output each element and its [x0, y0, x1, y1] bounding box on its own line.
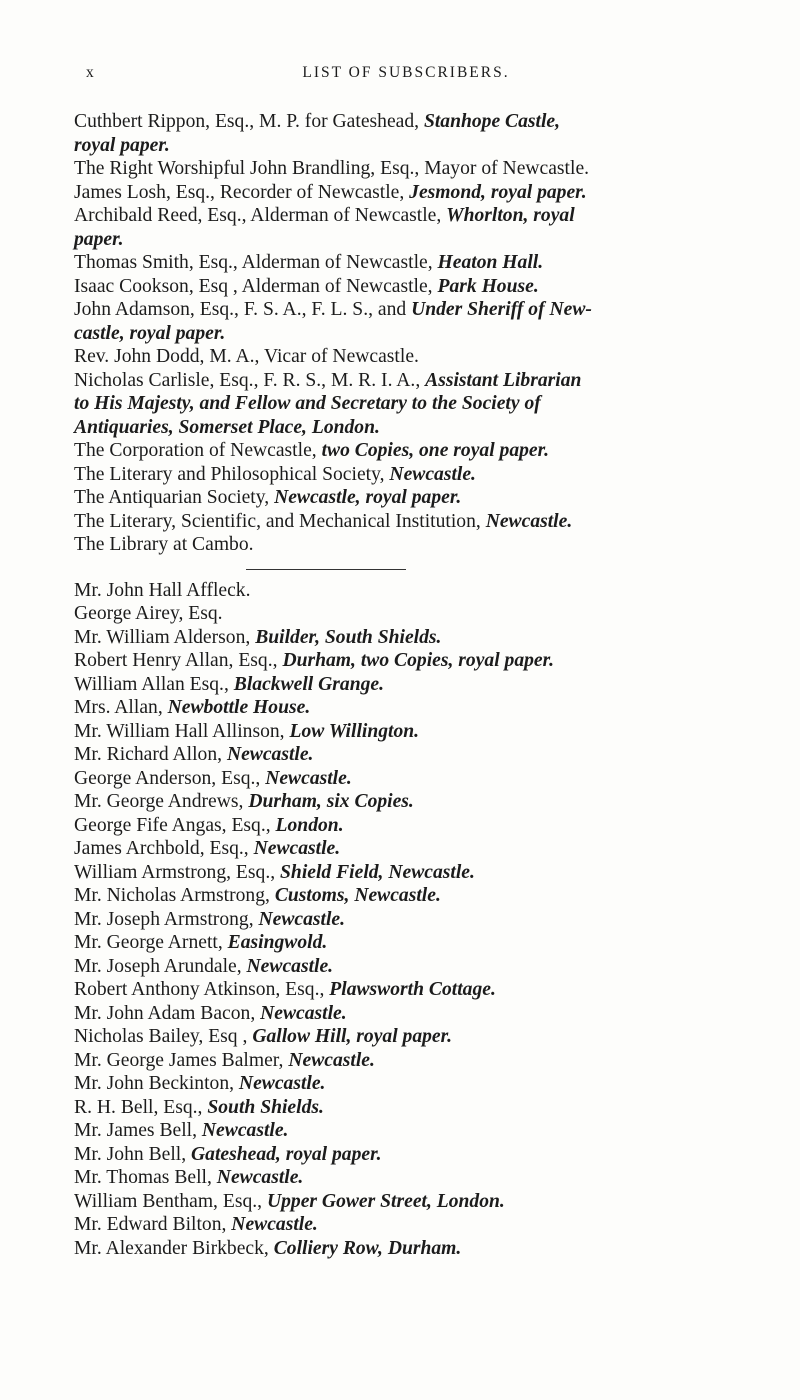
entry-italic-text: Newbottle House.: [167, 697, 311, 718]
subscriber-entry-line: [74, 1096, 744, 1120]
running-title: LIST OF SUBSCRIBERS.: [302, 64, 510, 81]
entry-text: Robert Henry Allan, Esq.,: [74, 650, 283, 671]
entry-text: The Corporation of Newcastle,: [74, 440, 322, 461]
subscriber-entry-line: [74, 790, 744, 814]
entry-italic-text: Newcastle.: [238, 1073, 326, 1094]
subscriber-entry-line: [74, 673, 744, 697]
entry-italic-text: Newcastle.: [258, 908, 346, 930]
subscriber-entry-line: [74, 298, 744, 322]
subscriber-entry-line: [74, 884, 744, 908]
entry-italic-text: Stanhope Castle,: [423, 111, 561, 132]
subscriber-entry-line: [74, 157, 744, 181]
entry-italic-text: paper.: [74, 228, 124, 250]
entry-text: Mr. Nicholas Armstrong,: [74, 885, 275, 906]
entry-text: Mr. Thomas Bell,: [74, 1167, 217, 1188]
subscriber-entry-line: [74, 861, 744, 885]
entry-text: Robert Anthony Atkinson, Esq.,: [74, 979, 330, 1000]
entry-text: Rev. John Dodd, M. A., Vicar of Newcastle.: [74, 346, 419, 367]
entry-italic-text: Newcastle.: [389, 463, 476, 485]
entry-text: Mr. John Hall Affleck.: [74, 579, 251, 601]
entry-italic-text: Newcastle.: [288, 1049, 375, 1071]
entry-text: The Literary and Philosophical Society,: [74, 463, 390, 485]
page-number: x: [86, 64, 96, 81]
entry-italic-text: Durham, two Copies, royal paper.: [282, 650, 555, 671]
running-header: [86, 64, 726, 86]
entry-italic-text: Antiquaries, Somerset Place, London.: [74, 416, 380, 438]
entry-text: Mr. James Bell,: [74, 1120, 202, 1141]
entry-italic-text: Assistant Librarian: [425, 369, 582, 391]
entry-italic-text: Park House.: [437, 275, 539, 297]
entry-text: Mr. John Bell,: [74, 1143, 192, 1165]
entry-italic-text: Newcastle, royal paper.: [274, 487, 462, 508]
subscriber-entry-line: [74, 1213, 744, 1237]
entry-text: Mr. John Beckinton,: [74, 1073, 239, 1094]
entry-text: Nicholas Carlisle, Esq., F. R. S., M. R. I. A.,: [74, 369, 426, 391]
subscriber-entry-line: [74, 743, 744, 767]
entry-italic-text: Whorlton, royal: [446, 205, 575, 226]
entry-italic-text: Gallow Hill, royal paper.: [252, 1026, 453, 1047]
entry-italic-text: Newcastle.: [485, 510, 573, 532]
entry-text: William Allan Esq.,: [74, 673, 234, 695]
entry-text: Mr. Joseph Arundale,: [74, 955, 247, 977]
entry-italic-text: Low Willington.: [289, 720, 420, 742]
entry-italic-text: Newcastle.: [226, 744, 314, 765]
subscriber-entry-line: [74, 720, 744, 744]
subscriber-entry-line: [74, 1143, 744, 1167]
entry-text: Archibald Reed, Esq., Alderman of Newcastle,: [74, 205, 447, 226]
entry-text: The Right Worshipful John Brandling, Esq., Mayor of Newcastle.: [74, 158, 590, 179]
entry-italic-text: Under Sheriff of New-: [411, 299, 592, 320]
entry-text: William Bentham, Esq.,: [74, 1190, 267, 1212]
subscriber-entry-line: [74, 204, 744, 228]
subscriber-entry-line: [74, 1237, 744, 1261]
subscriber-entry-line: [74, 978, 744, 1002]
subscriber-entry-line: [74, 275, 744, 299]
subscriber-entry-line: [74, 1166, 744, 1190]
entry-italic-text: London.: [275, 814, 344, 836]
subscriber-entry-line: [74, 767, 744, 791]
entry-italic-text: Easingwold.: [227, 932, 328, 953]
subscriber-entry-line: [74, 322, 744, 346]
entry-italic-text: Newcastle.: [231, 1214, 318, 1235]
subscriber-entry-line: [74, 369, 744, 393]
section-divider: [246, 569, 406, 570]
entry-text: Mr. Joseph Armstrong,: [74, 908, 259, 930]
entry-italic-text: South Shields.: [207, 1096, 324, 1118]
entry-text: Mr. John Adam Bacon,: [74, 1002, 261, 1024]
entry-text: George Fife Angas, Esq.,: [74, 814, 276, 836]
entry-italic-text: Newcastle.: [265, 767, 352, 789]
subscriber-entry-line: [74, 439, 744, 463]
subscriber-list: [74, 110, 744, 1260]
subscriber-entry-line: [74, 1025, 744, 1049]
entry-italic-text: two Copies, one royal paper.: [321, 440, 550, 461]
entry-text: James Losh, Esq., Recorder of Newcastle,: [74, 181, 410, 203]
subscriber-entry-line: [74, 416, 744, 440]
entry-text: Nicholas Bailey, Esq ,: [74, 1026, 253, 1047]
subscriber-entry-line: [74, 1072, 744, 1096]
subscriber-entry-line: [74, 463, 744, 487]
entry-italic-text: to His Majesty, and Fellow and Secretary to the Society of: [74, 393, 541, 414]
subscriber-entry-line: [74, 908, 744, 932]
entry-italic-text: Newcastle.: [216, 1167, 304, 1188]
entry-text: Mr. Edward Bilton,: [74, 1214, 232, 1235]
subscriber-entry-line: [74, 837, 744, 861]
subscriber-entry-line: [74, 134, 744, 158]
entry-text: The Library at Cambo.: [74, 534, 254, 555]
subscriber-entry-line: [74, 392, 744, 416]
entry-italic-text: Upper Gower Street, London.: [266, 1190, 505, 1212]
entry-italic-text: royal paper.: [74, 134, 170, 156]
subscriber-entry-line: [74, 602, 744, 626]
subscriber-entry-line: [74, 955, 744, 979]
entry-italic-text: Heaton Hall.: [437, 252, 544, 273]
entry-italic-text: Durham, six Copies.: [248, 791, 414, 812]
entry-italic-text: Customs, Newcastle.: [274, 885, 441, 906]
entry-italic-text: Newcastle.: [246, 955, 334, 977]
entry-text: Mr. William Alderson,: [74, 626, 256, 648]
entry-italic-text: Newcastle.: [260, 1002, 347, 1024]
entry-text: Thomas Smith, Esq., Alderman of Newcastle,: [74, 252, 438, 273]
entry-text: Mr. Richard Allon,: [74, 744, 227, 765]
subscriber-entry-line: [74, 533, 744, 557]
subscriber-entry-line: [74, 626, 744, 650]
subscriber-entry-line: [74, 181, 744, 205]
subscriber-entry-line: [74, 228, 744, 252]
entry-text: George Airey, Esq.: [74, 603, 223, 624]
entry-text: Mr. William Hall Allinson,: [74, 720, 290, 742]
entry-italic-text: Blackwell Grange.: [233, 673, 384, 695]
subscriber-entry-line: [74, 931, 744, 955]
subscriber-entry-line: [74, 251, 744, 275]
entry-text: Cuthbert Rippon, Esq., M. P. for Gateshead,: [74, 111, 424, 132]
subscriber-entry-line: [74, 579, 744, 603]
entry-text: Mr. George Andrews,: [74, 791, 249, 812]
subscriber-entry-line: [74, 649, 744, 673]
subscriber-entry-line: [74, 1049, 744, 1073]
entry-italic-text: Newcastle.: [253, 838, 341, 859]
entry-text: Mr. Alexander Birkbeck,: [74, 1237, 274, 1259]
entry-italic-text: Builder, South Shields.: [255, 626, 442, 648]
subscriber-entry-line: [74, 345, 744, 369]
entry-italic-text: Gateshead, royal paper.: [191, 1143, 382, 1165]
entry-text: John Adamson, Esq., F. S. A., F. L. S., and: [74, 299, 412, 320]
entry-text: The Literary, Scientific, and Mechanical Institution,: [74, 510, 486, 532]
entry-italic-text: Newcastle.: [201, 1120, 289, 1141]
entry-italic-text: Plawsworth Cottage.: [329, 979, 496, 1000]
entry-text: James Archbold, Esq.,: [74, 838, 254, 859]
entry-text: Mr. George James Balmer,: [74, 1049, 289, 1071]
subscriber-entry-line: [74, 110, 744, 134]
entry-text: Mrs. Allan,: [74, 697, 168, 718]
subscriber-entry-line: [74, 1002, 744, 1026]
entry-italic-text: Colliery Row, Durham.: [273, 1237, 462, 1259]
subscriber-entry-line: [74, 1119, 744, 1143]
entry-text: George Anderson, Esq.,: [74, 767, 266, 789]
subscriber-entry-line: [74, 510, 744, 534]
entry-italic-text: castle, royal paper.: [74, 322, 226, 344]
subscriber-entry-line: [74, 696, 744, 720]
entry-italic-text: Jesmond, royal paper.: [409, 181, 587, 203]
entry-text: R. H. Bell, Esq.,: [74, 1096, 208, 1118]
entry-italic-text: Shield Field, Newcastle.: [280, 861, 475, 883]
subscriber-entry-line: [74, 814, 744, 838]
entry-text: Isaac Cookson, Esq , Alderman of Newcastle,: [74, 275, 438, 297]
subscriber-entry-line: [74, 1190, 744, 1214]
entry-text: The Antiquarian Society,: [74, 487, 275, 508]
subscriber-entry-line: [74, 486, 744, 510]
entry-text: Mr. George Arnett,: [74, 932, 228, 953]
entry-text: William Armstrong, Esq.,: [74, 861, 281, 883]
